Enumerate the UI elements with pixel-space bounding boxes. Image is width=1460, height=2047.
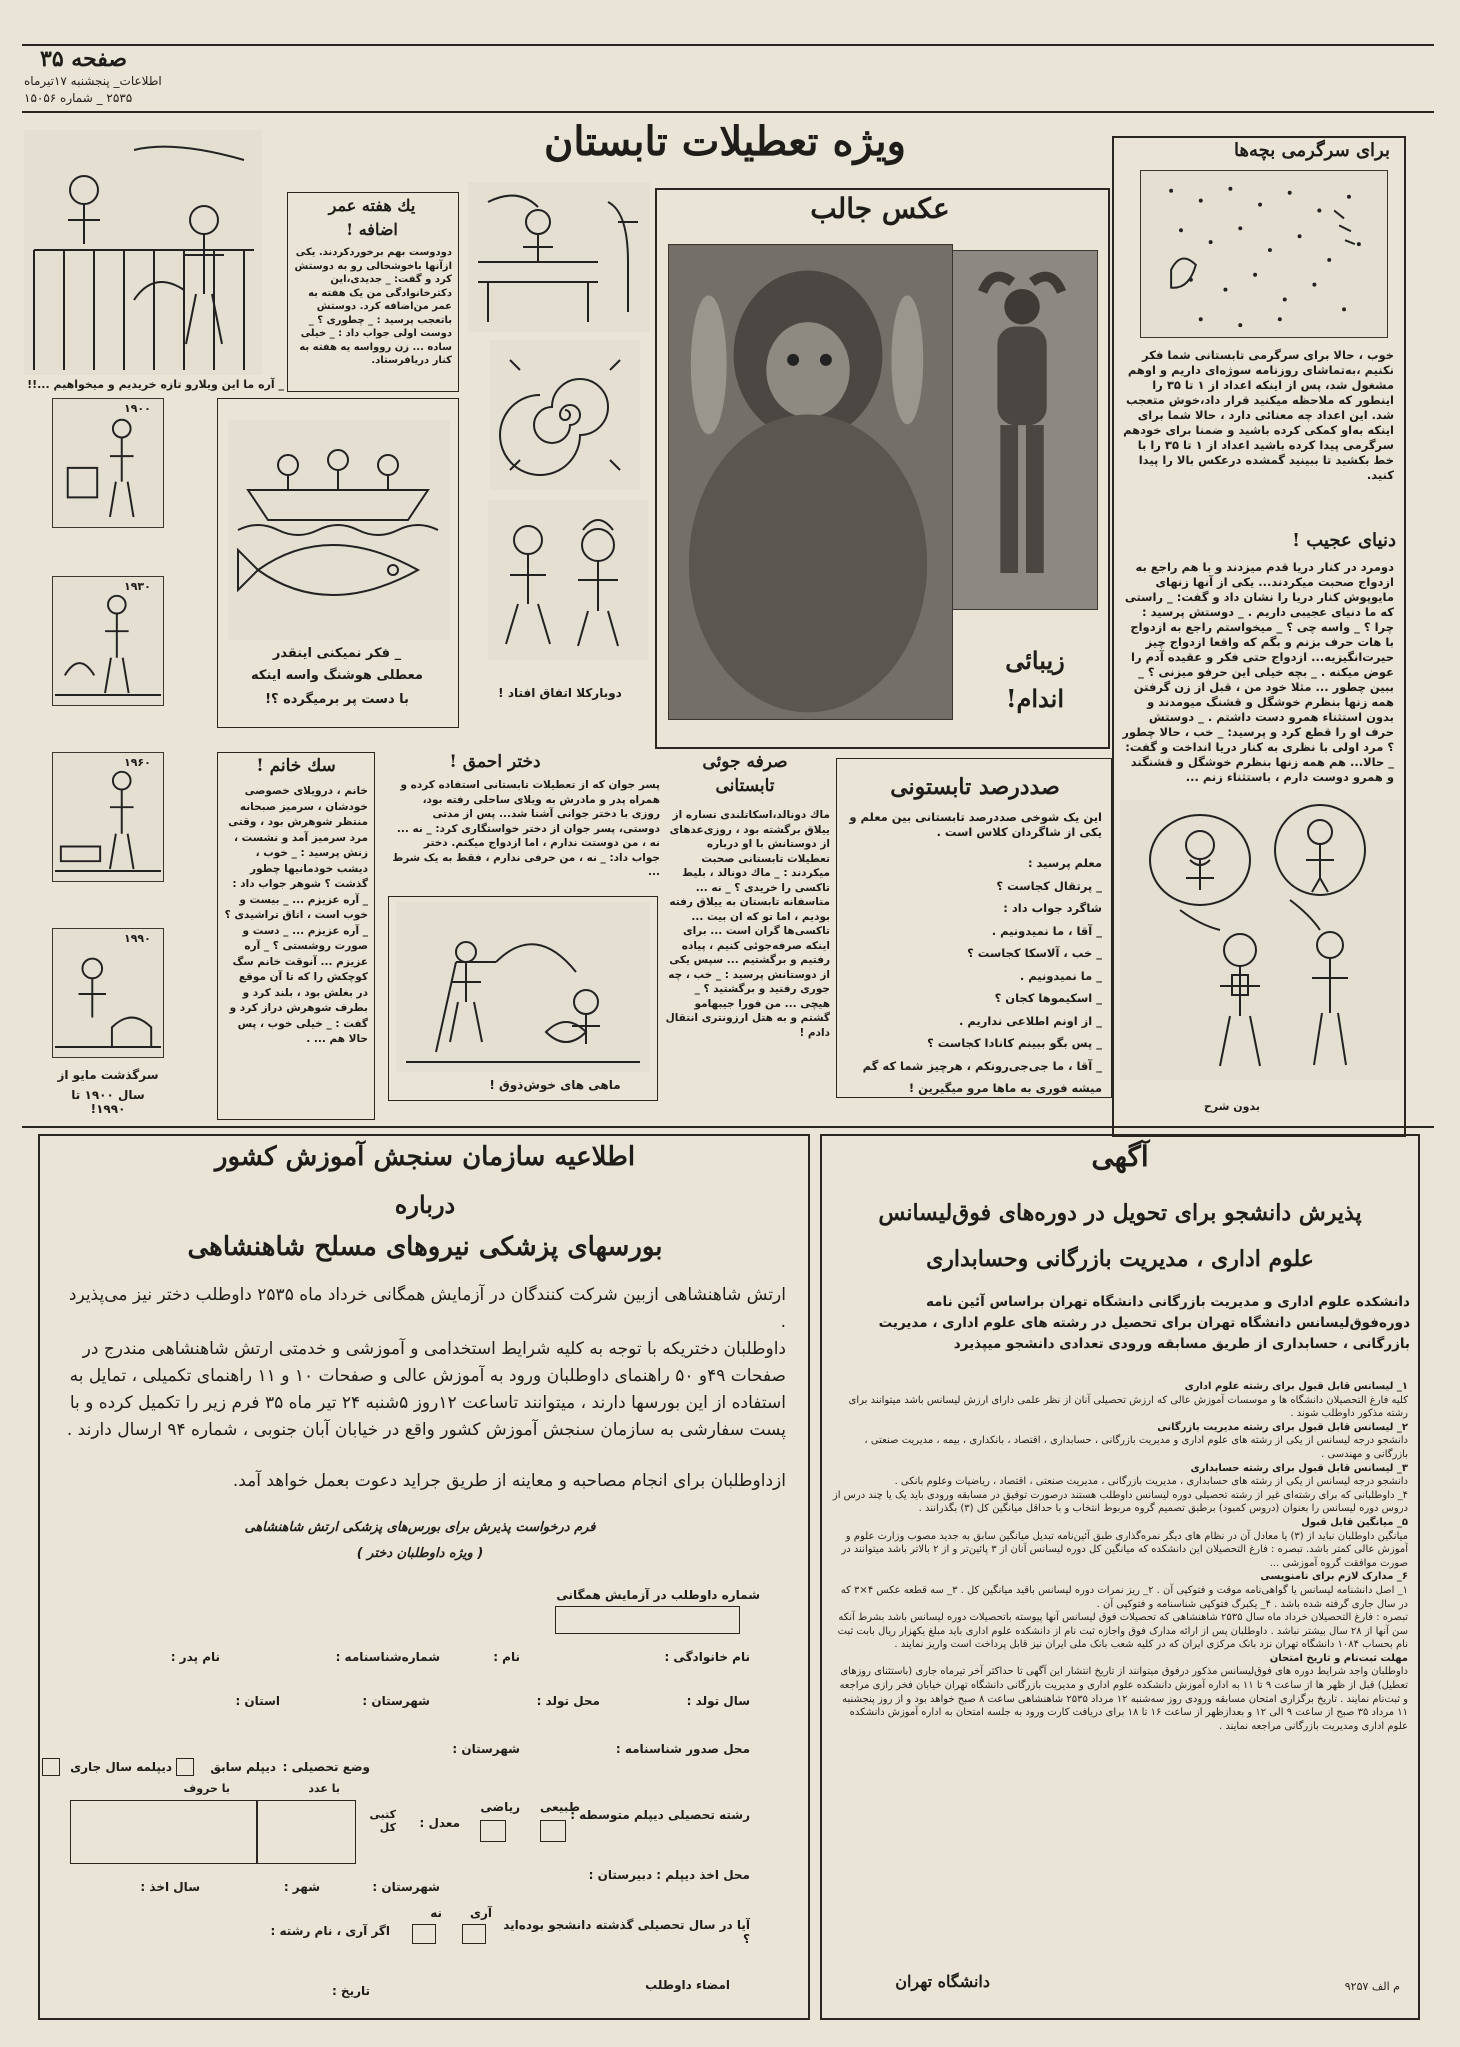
boat-caption-2: معطلی هوشنگ واسه اینکه bbox=[251, 668, 423, 683]
photo-caption-body: اندام! bbox=[1005, 684, 1064, 713]
exam-notice-subject: بورسهای پزشکی نیروهای مسلح شاهنشاهی bbox=[187, 1232, 663, 1262]
kids-puzzle-text: خوب ، حالا برای سرگرمی تابستانی شما فکر نکنیم ،به‌تماشای روزنامه سوژه‌ای داریم و اوهم مشغول شد، پس از اینکه اعداد از ۱ تا ۳۵ را اینطور که ملاحظه میکنید قرار داد،خوش متعجب شد. این اعداد چه معنائی دارد ، حالا شما برای اینکه به‌او کمکی کرده باشید و ضمنا برای خودهم سرگرمی پیدا کرده باشید اعداد از ۱ تا ۳۵ را با خط بکشید تا ببینید گمشده درعکس بالا را پیدا کنید. bbox=[1123, 348, 1394, 482]
ad-university: دانشگاه تهران bbox=[895, 1972, 990, 1991]
foolish-girl-text: پسر جوان که از تعطیلات تابستانی استفاده کرده و همراه پدر و مادرش به ویلای ساحلی رفته بود، روزی با دختر جوانی آشنا شد... پس از مدتی دوستی، پسر جوان از دختر خواستگاری کرد: _ نه ... نه ، من دوستت ندارم ، اما ازدواج میکنم. دختر جواب داد: _ نه ، من حرفی ندارم ، فقط به یک شرط ... bbox=[392, 779, 660, 878]
dialogue-line: شاگرد جواب داد : bbox=[1003, 901, 1102, 915]
diploma-city-label: شهرستان : bbox=[372, 1880, 440, 1894]
percent-dialogue bbox=[846, 852, 1102, 1100]
first-name-label: نام : bbox=[493, 1650, 520, 1664]
ad-s6-title: ۶_ مدارک لازم برای نامنویسی bbox=[1260, 1571, 1408, 1583]
ad-s3: دانشجو درجه لیسانس از یکی از رشته های حسابداری ، مدیریت بازرگانی ، مدیریت صنعتی ، اقتصاد ، ریاضیات وعلوم بانکی . bbox=[894, 1476, 1408, 1488]
birth-place-label: محل تولد : bbox=[536, 1694, 600, 1708]
average-label: معدل : bbox=[419, 1816, 460, 1830]
percent-intro: این یک شوخی صددرصد تابستانی بین معلم و یکی از شاگردان کلاس است . bbox=[849, 810, 1102, 839]
spiral-drawing bbox=[490, 340, 640, 490]
dialogue-line: _ آقا ، ما جی‌جی‌رونکم ، هرچیز شما که گم میشه فوری به ماها مرو میگیرین ! bbox=[862, 1058, 1102, 1095]
masthead-rule bbox=[22, 44, 1434, 46]
boat-cartoon bbox=[228, 420, 450, 640]
bodybuilder-photo-image bbox=[953, 251, 1097, 609]
summer-section-title: ویژه تعطیلات تابستان bbox=[544, 118, 906, 165]
bench-cartoon bbox=[468, 182, 650, 332]
dialogue-line: _ پس بگو ببینم کانادا کجاست ؟ bbox=[927, 1036, 1102, 1050]
dialogue-line: _ آقا ، ما نمیدونیم . bbox=[991, 923, 1102, 938]
average-grid-divider bbox=[256, 1800, 258, 1864]
student-question-label: آیا در سال تحصیلی گذشته دانشجو بوده‌اید ؟ bbox=[503, 1918, 750, 1946]
family-name-label: نام خانوادگی : bbox=[664, 1650, 750, 1664]
father-name-label: نام پدر : bbox=[170, 1650, 220, 1664]
diploma-town-label: شهر : bbox=[283, 1880, 320, 1894]
dialogue-line: _ اسکیموها کجان ؟ bbox=[994, 991, 1102, 1005]
section-divider bbox=[22, 1126, 1434, 1128]
date-label: تاریخ : bbox=[331, 1984, 370, 1998]
issue-number: ۲۵۳۵ _ شماره ۱۵۰۵۶ bbox=[24, 91, 133, 105]
dot-puzzle-drawing bbox=[1141, 171, 1387, 337]
ad-headline-1: پذیرش دانشجو برای تحویل در دوره‌های فوق‌لیسانس bbox=[878, 1200, 1362, 1226]
old-diploma-checkbox[interactable] bbox=[176, 1758, 194, 1776]
kids-puzzle-title: برای سرگرمی بچه‌ها bbox=[1234, 140, 1390, 161]
ad-title: آگهی bbox=[1091, 1140, 1149, 1173]
issue-city-label: شهرستان : bbox=[452, 1742, 520, 1756]
id-number-label: شماره‌شناسنامه : bbox=[335, 1650, 440, 1664]
province-label: استان : bbox=[235, 1694, 280, 1708]
fish-cartoon-caption: ماهی های خوش‌ذوق ! bbox=[489, 1078, 621, 1092]
extra-week-text: دودوست بهم برخوردکردند. یکی ازآنها باخوشحالی رو به دوستش کرد و گفت: _ جدیدی،این دکترخانوادگی من یک هفته به عمر من‌اضافه کرد. دوستش باتعجب پرسید : _ چطوری ؟ _ دوست اولی جواب داد : _ خیلی ساده ... زن روواسه یه هفته به کنار دریافرستاد. bbox=[294, 247, 452, 366]
percent-title: صددرصد تابستونی bbox=[890, 774, 1060, 800]
swimsuit-1960 bbox=[52, 752, 164, 882]
swimsuit-1900-drawing bbox=[53, 399, 163, 527]
masthead-bottom-rule bbox=[22, 111, 1434, 113]
spiral-cartoon bbox=[490, 340, 640, 490]
bodybuilder-photo bbox=[952, 250, 1098, 610]
yes-label: آری bbox=[469, 1906, 492, 1920]
year-label-1930: ۱۹۳۰ bbox=[124, 580, 160, 593]
average-grid[interactable] bbox=[70, 1800, 356, 1864]
swimsuit-caption-1: سرگذشت مایو از bbox=[57, 1068, 159, 1082]
exam-notice-p2: داوطلبان دختریکه با توجه به کلیه شرایط استخدامی و آموزشی و خدمتی ارتش شاهنشاهی مندرج در صفحات ۴۹و ۵۰ راهنمای داوطلبان ورود به آموزش عالی و صفحات ۱۰ و ۱۱ راهنمای تکمیلی ، تمایل به استفاده از این بورسها دارند ، میتوانند تاساعت ۱۲روز ۵شنبه ۲۴ تیر ماه ۳۵ فرم زیر را تکمیل کرده و با پست سفارشی به سازمان سنجش آموزش کشور واقع در خیابان آبان جنوبی ، شماره ۹۴ ارسال دارند . bbox=[66, 1339, 786, 1440]
birth-year-label: سال تولد : bbox=[686, 1694, 750, 1708]
ad-s3-title: ۳_ لیسانس قابل قبول برای رشته حسابداری bbox=[1190, 1462, 1408, 1474]
strange-world-title: دنیای عجیب ! bbox=[1292, 530, 1396, 551]
dialogue-line: _ خب ، آلاسکا کجاست ؟ bbox=[967, 946, 1102, 960]
no-label: نه bbox=[430, 1906, 442, 1920]
natural-label: طبیعی bbox=[539, 1800, 580, 1814]
exam-notice-p1: ارتش شاهنشاهی ازبین شرکت کنندگان در آزمایش همگانی خرداد ماه ۲۵۳۵ داوطلب دختر نیز می‌پذیرد . bbox=[68, 1285, 786, 1332]
new-diploma-label: دیپلمه سال جاری bbox=[70, 1760, 172, 1774]
dog-lady-text: خانم ، درویلای خصوصی خودشان ، سرمیز صبحانه منتظر شوهرش بود ، وقتی مرد سرمیز آمد و نشست ، زنش پرسید : _ خوب ، دیشب خودمانیها چطور گذشت ؟ شوهر جواب داد : _ آره عزیزم ... _ بیست و خوب است ، اتاق تراشیدی ؟ _ آره عزیزم ... _ دست و صورت روشستی ؟ _ آره عزیزم ... آنوقت خانم سگ کوچکش را که تا آن موقع در بغلش بود ، بلند کرد و بطرف شوهرش دراز کرد و گفت : _ خیلی خوب ، پس حالا هم ... . bbox=[224, 785, 368, 1045]
ad-s7: داوطلبان واجد شرایط دوره های فوق‌لیسانس مذکور درفوق میتوانند از تاریخ انتشار این آگهی تا حداکثر آخر تیرماه جاری (باستثنای روزهای تعطیل) قبل از ظهر ها از ساعت ۹ تا ۱۱ به اداره آموزش دانشکده علوم اداری و مدیریت بازرگانی دانشگاه تهران خیابان فخر رازی مراجعه و ثبت‌نام نمایند . تاریخ برگزاری امتحان مسابقه ورودی روز سه‌شنبه ۱۲ مرداد ۲۵۳۵ شاهنشاهی ساعت ۸ صبح خواهد بود و از روز پنجشنبه ۱۱ مرداد ۳۵ صبح از ساعت ۹ الی ۱۲ و بعدازظهر از ساعت ۱۶ تا ۱۸ برای دریافت کارت ورود به جلسه امتحان به اداره آموزش دانشکده علوم اداری ومدیریت بازرگانی مراجعه نمایند . bbox=[839, 1666, 1408, 1732]
issue-date: اطلاعات_ پنجشنبه ۱۷تیرماه bbox=[24, 74, 162, 88]
dialogue-line: _ از اونم اطلاعی نداریم . bbox=[959, 1013, 1102, 1028]
boat-fish-drawing bbox=[228, 420, 450, 640]
issue-place-label: محل صدور شناسنامه : bbox=[615, 1742, 750, 1756]
ad-headline-2: علوم اداری ، مدیریت بازرگانی وحسابداری bbox=[926, 1246, 1314, 1272]
letters-label: با حروف bbox=[183, 1782, 230, 1795]
boat-caption-3: با دست پر برمیگرده ؟! bbox=[265, 692, 409, 707]
signature-label: امضاء داوطلب bbox=[645, 1978, 730, 1992]
ad-lead: دانشکده علوم اداری و مدیریت بازرگانی دانشگاه تهران براساس آئین نامه دوره‌فوق‌لیسانس دانشگاه تهران برای تحصیل در رشته های علوم اداری ، مدیریت بازرگانی ، حسابداری از طریق مسابقه ورودی تعدادی دانشجو میپذیرد bbox=[878, 1294, 1410, 1352]
edu-status-label: وضع تحصیلی : bbox=[282, 1760, 370, 1774]
ad-s4: ۴_ داوطلبانی که برای رشته‌ای غیر از رشته تحصیلی دوره لیسانس داوطلب هستند درصورت توفیق در مسابقه ورودی باید یک یا چند درس از دروس دوره لیسانس را بعنوان (دروس کمبود) برطبق تصمیم گروه مربوط انتخاب و با حداقل میانگین کل (۳) بگذرانند . bbox=[832, 1489, 1408, 1515]
diploma-year-label: سال اخذ : bbox=[140, 1880, 200, 1894]
bench-drawing bbox=[468, 182, 650, 332]
boat-caption-1: _ فکر نمیکنی اینقدر bbox=[272, 646, 402, 661]
ape-photo-image bbox=[669, 245, 952, 719]
ad-s1-title: ۱_ لیسانس قابل قبول برای رشته علوم اداری bbox=[1184, 1381, 1408, 1392]
swimsuit-1960-drawing bbox=[53, 753, 163, 881]
dog-lady-title: سك خانم ! bbox=[256, 756, 336, 776]
old-diploma-label: دیپلم سابق bbox=[210, 1760, 276, 1774]
ad-s1: کلیه فارغ التحصیلان دانشگاه ها و موسسات آموزش عالی که ارزش تحصیلی آنان از نظر علمی دارای ارزش لیسانس باشد میتوانند برای رشته مذکور داوطلب شوند . bbox=[848, 1394, 1408, 1420]
strange-world-text: دومرد در کنار دریا قدم میزدند و با هم راجع به ازدواج صحبت میکردند... یکی از آنها زنهای مایوپوش کنار دریا را نشان داد و گفت: _ راستی که ما دنیای عجیبی داریم . _ دوستش پرسید : چرا ؟ _ واسه چی ؟ _ میخواستم راجع به ازدواج با هات حرف بزنم و بگم که واقعا ازدواج چیز حیرت‌انگیزیه... ازدواج حتی فکر و عقیده آدم را عوض میکنه . _ بچه خیلی این حرفو میزنی ؟ _ ببین چطور ... مثلا خود من ، قبل از زن گرفتن همه زنها بنظرم خوشگل و قشنگ میومدند و بدون استثناء همرو دست داشتم . _ دوستش حرف او را قطع کرد و پرسید: _ خب ، حالا چطور ؟ مرد اولی با نظری به کنار دریا انداخت و گفت: _ حالا... هم همه زنها بنظرم خوشگل و قشنگند و همرو دوست دارم ، باستثناء زنم ... bbox=[1122, 560, 1394, 784]
no-comment-cartoon bbox=[1120, 800, 1400, 1080]
new-diploma-checkbox[interactable] bbox=[42, 1758, 60, 1776]
men-drawing bbox=[488, 500, 648, 660]
villa-caption: _ آره ما این ویلارو تازه خریدیم و میخواهیم ...!! bbox=[27, 378, 284, 391]
swimsuit-1900 bbox=[52, 398, 164, 528]
beach-couple-drawing bbox=[1120, 800, 1400, 1080]
ad-s5: میانگین داوطلبان نباید از (۳) یا معادل آن در نظام های دیگر نمره‌گذاری طبق آئین‌نامه تبدیل میانگین سابق به جدید مصوب وزارت علوم و آموزش عالی کمتر باشد. تبصره : فارغ التحصیلان این دانشکده که میانگین کل دوره لیسانس آنان از ۳ پائین‌تر و از ۲ بالاتر باشد میتوانند در صورت موافقت گروه آموزشی ... bbox=[841, 1530, 1408, 1569]
math-checkbox[interactable] bbox=[480, 1820, 506, 1842]
dialogue-line: _ پرتقال کجاست ؟ bbox=[996, 878, 1102, 893]
foolish-girl-title: دختر احمق ! bbox=[449, 752, 541, 772]
dot-puzzle-image bbox=[1140, 170, 1388, 338]
saving-title-1: صرفه جوئی bbox=[702, 752, 788, 772]
dialogue-line: _ ما نمیدونیم . bbox=[1019, 968, 1102, 983]
ad-body bbox=[832, 1380, 1408, 1945]
swimsuit-1990 bbox=[52, 928, 164, 1058]
cartoon-caption: دوبارکلا اتفاق افتاد ! bbox=[498, 686, 622, 700]
photo-caption-beauty: زیبائی bbox=[1005, 646, 1065, 675]
fishing-drawing bbox=[396, 902, 650, 1072]
ad-s6: ۱_ اصل دانشنامه لیسانس یا گواهی‌نامه موقت و فتوکپی آن . ۲_ ریز نمرات دوره لیسانس باقید میانگین کل . ۳_ سه قطعه عکس ۴×۳ که در سال جاری گرفته شده باشد . ۴_ یکبرگ فتوکپی شناسنامه و فتوکپی آن . bbox=[840, 1584, 1408, 1610]
extra-week-title-2: اضافه ! bbox=[346, 220, 398, 239]
page-label: صفحه ۳۵ bbox=[40, 46, 128, 72]
diploma-field-label: رشته تحصیلی دیپلم متوسطه : bbox=[570, 1808, 750, 1822]
extra-week-title-1: یك هفته عمر bbox=[328, 196, 416, 215]
student-no-checkbox[interactable] bbox=[412, 1924, 436, 1944]
fishing-cartoon bbox=[396, 902, 650, 1072]
men-cartoon bbox=[488, 500, 648, 660]
villa-cartoon bbox=[24, 130, 262, 375]
natural-checkbox[interactable] bbox=[540, 1820, 566, 1842]
swimsuit-1990-drawing bbox=[53, 929, 163, 1057]
diploma-place-label: محل اخذ دیپلم : دبیرستان : bbox=[588, 1868, 750, 1882]
swimsuit-1930 bbox=[52, 576, 164, 706]
ad-s6b: تبصره : فارغ التحصیلان خرداد ماه سال ۲۵۳۵ شاهنشاهی که تحصیلات فوق لیسانس آنها پیوسته باتحصیلات دوره لیسانس باشد بشرط آنکه سن آنها از ۲۸ سال بیشتر نباشد . داوطلبان پس از ارائه مدارک فوق واجازه ثبت نام از دانشکده علوم اداری باید مبلغ یکهزار ریال بابت ثبت نام بحساب ۱۰۸۴ دانشگاه تهران نزد بانک مرکزی ایران که در کلیه شعب بانک ملی ایران نیز قابل پرداخت است واریز نمایند . bbox=[837, 1612, 1408, 1651]
numeric-label: با عدد bbox=[308, 1782, 340, 1795]
exam-notice-p3: ازداوطلبان برای انجام مصاحبه و معاینه از طریق جراید دعوت بعمل خواهد آمد. bbox=[232, 1471, 786, 1491]
major-label: اگر آری ، نام رشته : bbox=[270, 1924, 390, 1938]
no-comment-caption: بدون شرح bbox=[1203, 1100, 1260, 1113]
ape-photo bbox=[668, 244, 953, 720]
exam-notice-about: درباره bbox=[394, 1190, 456, 1219]
ad-code: م الف ۹۲۵۷ bbox=[1344, 1980, 1400, 1993]
year-label-1960: ۱۹۶۰ bbox=[124, 756, 160, 769]
villa-drawing bbox=[24, 130, 262, 375]
student-yes-checkbox[interactable] bbox=[462, 1924, 486, 1944]
ad-s5-title: ۵_ میانگین قابل قبول bbox=[1301, 1516, 1408, 1528]
form-title-2: ( ویژه داوطلبان دختر ) bbox=[356, 1546, 484, 1561]
birth-city-label: شهرستان : bbox=[362, 1694, 430, 1708]
ad-s7-title: مهلت ثبت‌نام و تاریخ امتحان bbox=[1269, 1652, 1408, 1664]
year-label-1900: ۱۹۰۰ bbox=[124, 402, 160, 415]
math-label: ریاضی bbox=[480, 1800, 520, 1814]
ad-s2-title: ۲_ لیسانس قابل قبول برای رشته مدیریت بازرگانی bbox=[1157, 1421, 1408, 1433]
exam-notice-title: اطلاعیه سازمان سنجش آموزش کشور bbox=[214, 1142, 636, 1172]
swimsuit-1930-drawing bbox=[53, 577, 163, 705]
dialogue-line: معلم پرسید : bbox=[1027, 856, 1102, 870]
written-total-label: کتبی کل bbox=[369, 1808, 396, 1834]
form-title-1: فرم درخواست پذیرش برای بورس‌های پزشکی ارتش شاهنشاهی bbox=[244, 1520, 596, 1535]
swimsuit-caption-2: سال ۱۹۰۰ تا ۱۹۹۰! bbox=[71, 1088, 145, 1116]
candidate-number-input[interactable] bbox=[555, 1606, 740, 1634]
saving-text: ماك دونالد،اسكاتلندی تساره از ییلاق برگشته بود ، روزی‌عدهای از دوستانش با او درباره تعطیلات تابستانی صحبت میکردند : _ ماك دونالد ، بلیط تاکسی را خریدی ؟ _ نه ... متاسفانه تابستان به ییلاق رفته بودیم ، اما تو که ان بیت ... تاکسی‌ها گران است ... برای اینکه صرفه‌جوئی کنیم ، پیاده رفتیم و برگشتیم ... سپس یکی از دوستانش پرسید : _ خب ، چه جوری رفتید و برگشتید ؟ _ هیچی ... من فورا‌ جیبهامو گشتم و به هتل ارزونتری انتقال دادم ! bbox=[665, 809, 830, 1039]
ad-s2: دانشجو درجه لیسانس از یکی از رشته های علوم اداری و مدیریت بازرگانی ، حسابداری ، اقتصاد ، بانکداری ، بیمه ، مدیریت صنعتی ، بازرگانی و مهندسی . bbox=[864, 1435, 1408, 1460]
saving-title-2: تابستانی bbox=[715, 776, 775, 796]
candidate-number-label: شماره داوطلب در آزمایش همگانی bbox=[556, 1588, 760, 1602]
year-label-1990: ۱۹۹۰ bbox=[124, 932, 160, 945]
photo-title: عکس جالب bbox=[810, 192, 950, 225]
